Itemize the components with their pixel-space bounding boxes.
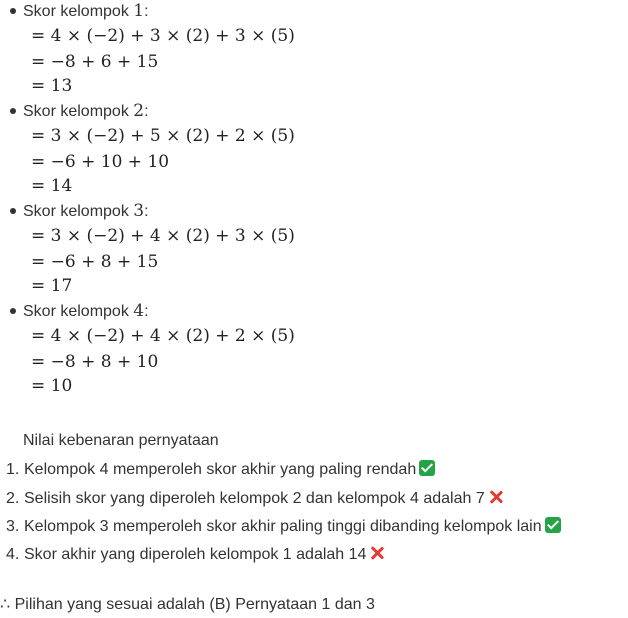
statement-text: Skor akhir yang diperoleh kelompok 1 adalah 14 <box>24 546 367 563</box>
group-4-calculation <box>0 300 628 400</box>
group-label: Skor kelompok 1: <box>23 1 149 21</box>
calc-step: = 3 × (−2) + 4 × (2) + 3 × (5) <box>31 226 295 246</box>
check-icon <box>545 517 561 533</box>
cross-icon <box>487 488 505 506</box>
calc-result: = 10 <box>31 376 73 396</box>
calc-result: = 14 <box>31 176 73 196</box>
group-label: Skor kelompok 4: <box>23 301 149 321</box>
truth-table-title: Nilai kebenaran pernyataan <box>23 432 219 449</box>
statement-item: 3. Kelompok 3 memperoleh skor akhir paling tinggi dibanding kelompok lain <box>6 515 561 539</box>
calc-step: = 3 × (−2) + 5 × (2) + 2 × (5) <box>31 126 295 146</box>
statement-item: 2. Selisih skor yang diperoleh kelompok 2 dan kelompok 4 adalah 7 <box>6 487 505 511</box>
calc-result: = 17 <box>31 276 73 296</box>
calc-step: = 4 × (−2) + 4 × (2) + 2 × (5) <box>31 326 295 346</box>
calc-step: = −8 + 6 + 15 <box>31 52 159 72</box>
statement-text: Selisih skor yang diperoleh kelompok 2 dan kelompok 4 adalah 7 <box>24 490 485 507</box>
group-label: Skor kelompok 2: <box>23 101 149 121</box>
calc-result: = 13 <box>31 76 73 96</box>
calc-step: = −8 + 8 + 10 <box>31 352 159 372</box>
calc-step: = 4 × (−2) + 3 × (2) + 3 × (5) <box>31 26 295 46</box>
calc-step: = −6 + 8 + 15 <box>31 252 159 272</box>
group-1-calculation <box>0 0 628 100</box>
calc-step: = −6 + 10 + 10 <box>31 152 170 172</box>
group-label: Skor kelompok 3: <box>23 201 149 221</box>
check-icon <box>419 460 435 476</box>
statement-item: 4. Skor akhir yang diperoleh kelompok 1 adalah 14 <box>6 543 386 567</box>
group-3-calculation <box>0 200 628 300</box>
conclusion: ∴ Pilihan yang sesuai adalah (B) Pernyataan 1 dan 3 <box>0 596 375 613</box>
statement-text: Kelompok 3 memperoleh skor akhir paling tinggi dibanding kelompok lain <box>24 518 542 535</box>
cross-icon <box>368 544 386 562</box>
statement-item: 1. Kelompok 4 memperoleh skor akhir yang paling rendah <box>6 458 435 482</box>
bullet-icon <box>10 308 16 314</box>
statement-text: Kelompok 4 memperoleh skor akhir yang paling rendah <box>24 461 417 478</box>
group-2-calculation <box>0 100 628 200</box>
bullet-icon <box>10 8 16 14</box>
bullet-icon <box>10 108 16 114</box>
bullet-icon <box>10 208 16 214</box>
